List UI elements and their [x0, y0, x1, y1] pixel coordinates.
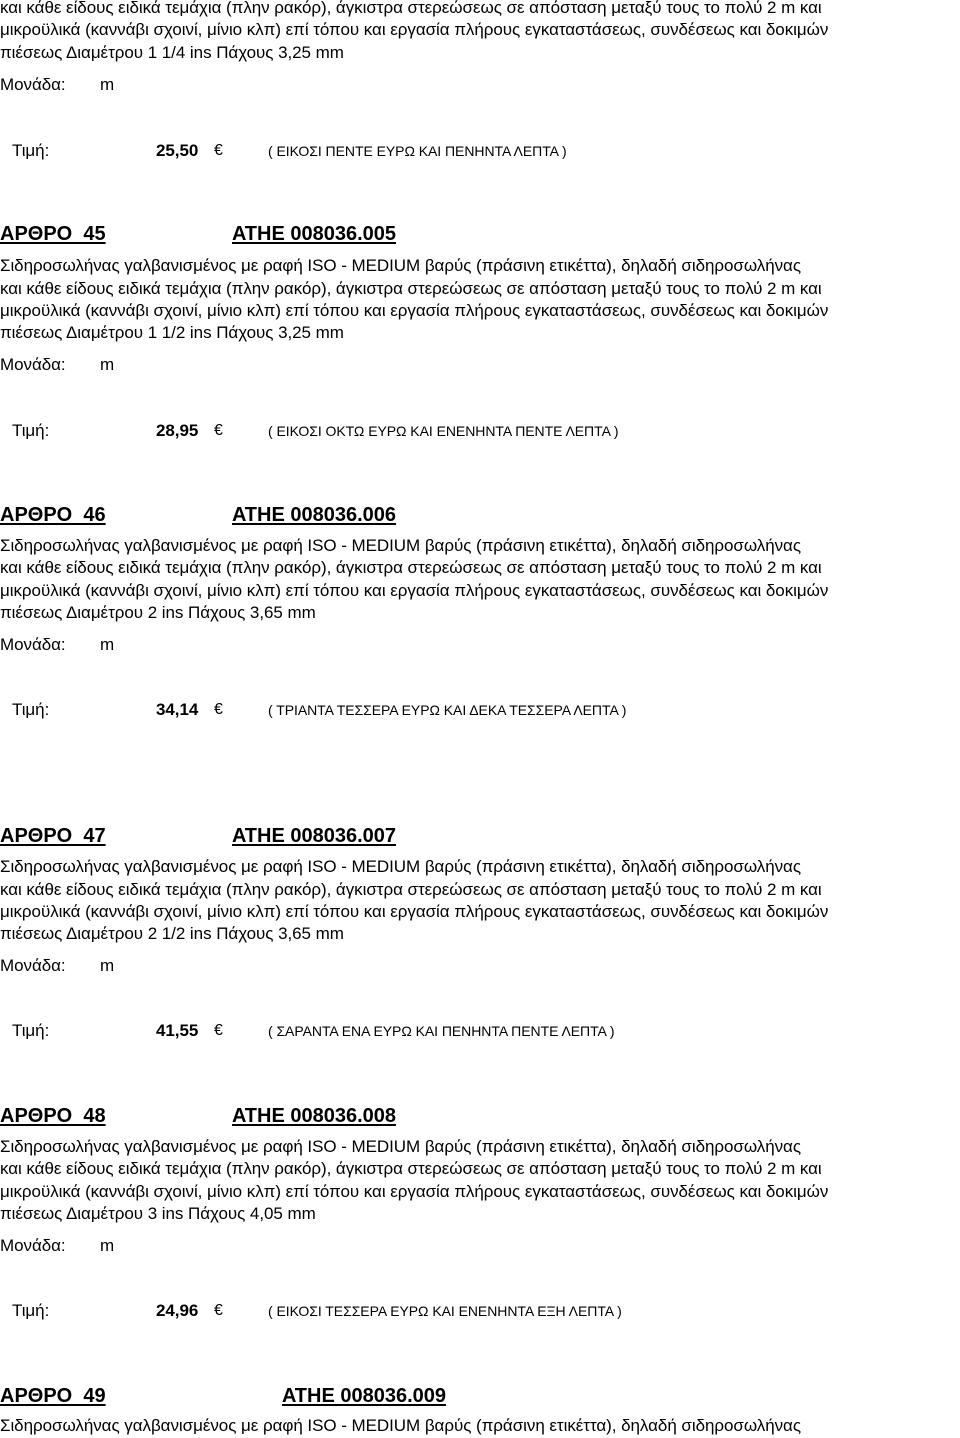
price-words: ( ΤΡΙΑΝΤΑ ΤΕΣΣΕΡΑ ΕΥΡΩ ΚΑΙ ΔΕΚΑ ΤΕΣΣΕΡΑ ΛΕΠΤΑ ): [268, 702, 627, 718]
unit-value: m: [100, 355, 115, 374]
price-words: ( ΕΙΚΟΣΙ ΟΚΤΩ ΕΥΡΩ ΚΑΙ ΕΝΕΝΗΝΤΑ ΠΕΝΤΕ ΛΕΠΤΑ ): [268, 423, 619, 439]
unit-label: Μονάδα:: [0, 355, 66, 374]
price-value: 41,55: [156, 1021, 199, 1040]
unit-label: Μονάδα:: [0, 956, 66, 975]
unit-label: Μονάδα:: [0, 1236, 66, 1255]
unit-label: Μονάδα:: [0, 635, 66, 654]
article-45-heading: [0, 222, 397, 246]
article-45-desc-line-1: Σιδηροσωλήνας γαλβανισμένος με ραφή ISO - MEDIUM βαρύς (πράσινη ετικέττα), δηλαδή σιδηροσωλήνας: [0, 256, 801, 275]
article-47-desc-line-2: και κάθε είδους ειδικά τεμάχια (πλην ρακόρ), άγκιστρα στερεώσεως σε απόσταση μεταξύ τους το πολύ 2 m και: [0, 880, 822, 899]
article-code: ΑΤΗΕ 008036.007: [232, 825, 397, 847]
article-45-desc-line-3: μικροϋλικά (καννάβι σχοινί, μίνιο κλπ) επί τόπου και εργασία πλήρους εγκαταστάσεως, συνδέσεως και δοκιμών: [0, 301, 829, 320]
article-46-desc-line-4: πιέσεως Διαμέτρου 2 ins Πάχους 3,65 mm: [0, 603, 316, 622]
price-words: ( ΕΙΚΟΣΙ ΤΕΣΣΕΡΑ ΕΥΡΩ ΚΑΙ ΕΝΕΝΗΝΤΑ ΕΞΗ ΛΕΠΤΑ ): [268, 1303, 622, 1319]
price-label: Τιμή:: [12, 1301, 50, 1320]
unit-value: m: [100, 635, 115, 654]
partial-desc-line-1: και κάθε είδους ειδικά τεμάχια (πλην ρακόρ), άγκιστρα στερεώσεως σε απόσταση μεταξύ τους το πολύ 2 m και: [0, 0, 822, 17]
article-45-desc-line-2: και κάθε είδους ειδικά τεμάχια (πλην ρακόρ), άγκιστρα στερεώσεως σε απόσταση μεταξύ τους το πολύ 2 m και: [0, 279, 822, 298]
article-47-heading: [0, 824, 397, 848]
euro-icon: €: [214, 1022, 223, 1039]
price-label: Τιμή:: [12, 421, 50, 440]
article-code: ΑΤΗΕ 008036.005: [232, 223, 397, 245]
article-46-heading: [0, 503, 397, 527]
article-48-heading: [0, 1104, 397, 1128]
unit-value: m: [100, 1236, 115, 1255]
euro-icon: €: [214, 1302, 223, 1319]
price-value: 28,95: [156, 421, 199, 440]
article-46-desc-line-1: Σιδηροσωλήνας γαλβανισμένος με ραφή ISO - MEDIUM βαρύς (πράσινη ετικέττα), δηλαδή σιδηροσωλήνας: [0, 536, 801, 555]
article-45-desc-line-4: πιέσεως Διαμέτρου 1 1/2 ins Πάχους 3,25 mm: [0, 323, 344, 342]
partial-desc-line-2: μικροϋλικά (καννάβι σχοινί, μίνιο κλπ) επί τόπου και εργασία πλήρους εγκαταστάσεως, συνδέσεως και δοκιμών: [0, 20, 829, 39]
article-code: ΑΤΗΕ 008036.009: [282, 1385, 447, 1407]
article-48-desc-line-4: πιέσεως Διαμέτρου 3 ins Πάχους 4,05 mm: [0, 1204, 316, 1223]
article-number: ΑΡΘΡΟ 48: [0, 1105, 106, 1127]
price-words: ( ΣΑΡΑΝΤΑ ΕΝΑ ΕΥΡΩ ΚΑΙ ΠΕΝΗΝΤΑ ΠΕΝΤΕ ΛΕΠΤΑ ): [268, 1023, 615, 1039]
article-48-desc-line-1: Σιδηροσωλήνας γαλβανισμένος με ραφή ISO - MEDIUM βαρύς (πράσινη ετικέττα), δηλαδή σιδηροσωλήνας: [0, 1137, 801, 1156]
price-words: ( ΕΙΚΟΣΙ ΠΕΝΤΕ ΕΥΡΩ ΚΑΙ ΠΕΝΗΝΤΑ ΛΕΠΤΑ ): [268, 143, 567, 159]
euro-icon: €: [214, 422, 223, 439]
article-code: ΑΤΗΕ 008036.006: [232, 504, 397, 526]
euro-icon: €: [214, 142, 223, 159]
article-47-desc-line-4: πιέσεως Διαμέτρου 2 1/2 ins Πάχους 3,65 mm: [0, 924, 344, 943]
article-number: ΑΡΘΡΟ 45: [0, 223, 106, 245]
unit-label: Μονάδα:: [0, 75, 66, 94]
article-47-desc-line-1: Σιδηροσωλήνας γαλβανισμένος με ραφή ISO - MEDIUM βαρύς (πράσινη ετικέττα), δηλαδή σιδηροσωλήνας: [0, 857, 801, 876]
unit-value: m: [100, 75, 115, 94]
price-label: Τιμή:: [12, 1021, 50, 1040]
unit-value: m: [100, 956, 115, 975]
partial-desc-line-3: πιέσεως Διαμέτρου 1 1/4 ins Πάχους 3,25 mm: [0, 43, 344, 62]
price-value: 24,96: [156, 1301, 199, 1320]
article-48-desc-line-2: και κάθε είδους ειδικά τεμάχια (πλην ρακόρ), άγκιστρα στερεώσεως σε απόσταση μεταξύ τους το πολύ 2 m και: [0, 1159, 822, 1178]
price-value: 34,14: [156, 700, 199, 719]
price-label: Τιμή:: [12, 700, 50, 719]
article-47-desc-line-3: μικροϋλικά (καννάβι σχοινί, μίνιο κλπ) επί τόπου και εργασία πλήρους εγκαταστάσεως, συνδέσεως και δοκιμών: [0, 902, 829, 921]
article-49-desc-line-1: Σιδηροσωλήνας γαλβανισμένος με ραφή ISO - MEDIUM βαρύς (πράσινη ετικέττα), δηλαδή σιδηροσωλήνας: [0, 1416, 801, 1435]
price-value: 25,50: [156, 141, 199, 160]
article-number: ΑΡΘΡΟ 47: [0, 825, 106, 847]
article-49-heading: [0, 1384, 447, 1408]
article-number: ΑΡΘΡΟ 49: [0, 1385, 106, 1407]
price-label: Τιμή:: [12, 141, 50, 160]
article-code: ΑΤΗΕ 008036.008: [232, 1105, 397, 1127]
article-48-desc-line-3: μικροϋλικά (καννάβι σχοινί, μίνιο κλπ) επί τόπου και εργασία πλήρους εγκαταστάσεως, συνδέσεως και δοκιμών: [0, 1182, 829, 1201]
article-46-desc-line-3: μικροϋλικά (καννάβι σχοινί, μίνιο κλπ) επί τόπου και εργασία πλήρους εγκαταστάσεως, συνδέσεως και δοκιμών: [0, 581, 829, 600]
euro-icon: €: [214, 701, 223, 718]
article-46-desc-line-2: και κάθε είδους ειδικά τεμάχια (πλην ρακόρ), άγκιστρα στερεώσεως σε απόσταση μεταξύ τους το πολύ 2 m και: [0, 558, 822, 577]
article-number: ΑΡΘΡΟ 46: [0, 504, 106, 526]
